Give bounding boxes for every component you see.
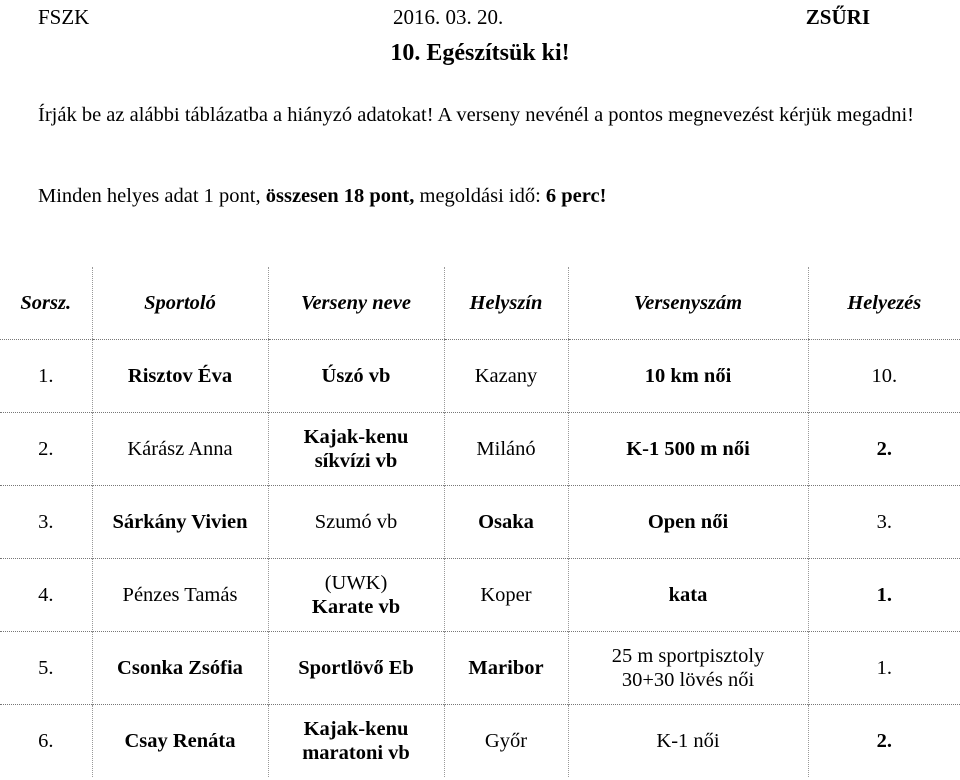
- table-row: [0, 486, 960, 559]
- scoring-text: [38, 183, 918, 210]
- cell-no: 6.: [0, 705, 92, 778]
- cell-discipline: K-1 női: [568, 705, 808, 778]
- cell-discipline-line1: 25 m sportpisztoly: [611, 645, 765, 667]
- cell-place: 2.: [808, 705, 960, 778]
- table-row: [0, 559, 960, 632]
- cell-place: 1.: [808, 632, 960, 705]
- cell-venue: Kazany: [444, 340, 568, 413]
- task-title: 10. Egészítsük ki!: [390, 40, 570, 66]
- scoring-pre: Minden helyes adat 1 pont,: [38, 185, 266, 207]
- cell-place: 3.: [808, 486, 960, 559]
- table-row: [0, 705, 960, 778]
- header-role: ZSŰRI: [805, 5, 870, 29]
- table-row: [0, 413, 960, 486]
- cell-venue: Koper: [444, 559, 568, 632]
- instruction-text: Írják be az alábbi táblázatba a hiányzó adatokat! A verseny nevénél a pontos megnevezést kérjük megadni!: [38, 104, 915, 126]
- col-header-discipline: Versenyszám: [568, 267, 808, 340]
- cell-event-line1: Kajak-kenu: [303, 426, 409, 448]
- cell-no: 4.: [0, 559, 92, 632]
- cell-event-line2: maratoni vb: [302, 742, 410, 764]
- scoring-mid: megoldási idő:: [414, 185, 546, 207]
- cell-place: 10.: [808, 340, 960, 413]
- results-table: [0, 267, 960, 777]
- cell-discipline-line2: 30+30 lövés női: [621, 669, 755, 691]
- cell-event-line1: Kajak-kenu: [303, 718, 409, 740]
- header-date: 2016. 03. 20.: [393, 5, 504, 29]
- cell-athlete: Csay Renáta: [92, 705, 268, 778]
- cell-no: 1.: [38, 365, 54, 387]
- cell-athlete: Sárkány Vivien: [92, 486, 268, 559]
- cell-event: [268, 705, 444, 778]
- cell-event: [268, 413, 444, 486]
- cell-discipline: K-1 500 m női: [568, 413, 808, 486]
- cell-event: Úszó vb: [268, 340, 444, 413]
- cell-event-line2: síkvízi vb: [314, 450, 398, 472]
- cell-place: 1.: [808, 559, 960, 632]
- cell-athlete: Risztov Éva: [92, 340, 268, 413]
- page-header: [38, 5, 870, 29]
- cell-discipline: 10 km női: [568, 340, 808, 413]
- scoring-time: 6 perc!: [545, 185, 607, 207]
- col-header-place: Helyezés: [808, 267, 960, 340]
- table-row: [0, 340, 960, 413]
- cell-discipline: [568, 632, 808, 705]
- col-header-venue: Helyszín: [444, 267, 568, 340]
- cell-event-line2: Karate vb: [311, 596, 401, 618]
- header-org: FSZK: [38, 5, 90, 29]
- cell-event: Szumó vb: [268, 486, 444, 559]
- cell-no: 3.: [0, 486, 92, 559]
- cell-event: Sportlövő Eb: [268, 632, 444, 705]
- cell-venue: Győr: [444, 705, 568, 778]
- cell-discipline: kata: [568, 559, 808, 632]
- cell-event-line1: (UWK): [324, 572, 388, 594]
- cell-discipline: Open női: [568, 486, 808, 559]
- cell-athlete: Kárász Anna: [92, 413, 268, 486]
- col-header-event: Verseny neve: [268, 267, 444, 340]
- cell-place: 2.: [808, 413, 960, 486]
- cell-athlete: Pénzes Tamás: [92, 559, 268, 632]
- col-header-no: Sorsz.: [0, 267, 92, 340]
- cell-athlete: Csonka Zsófia: [92, 632, 268, 705]
- cell-event: [268, 559, 444, 632]
- cell-venue: Osaka: [444, 486, 568, 559]
- table-row: [0, 632, 960, 705]
- cell-no: 2.: [0, 413, 92, 486]
- cell-venue: Maribor: [444, 632, 568, 705]
- col-header-athlete: Sportoló: [92, 267, 268, 340]
- scoring-total: összesen 18 pont,: [265, 185, 415, 207]
- cell-no: 5.: [0, 632, 92, 705]
- table-header-row: [0, 267, 960, 340]
- cell-venue: Milánó: [444, 413, 568, 486]
